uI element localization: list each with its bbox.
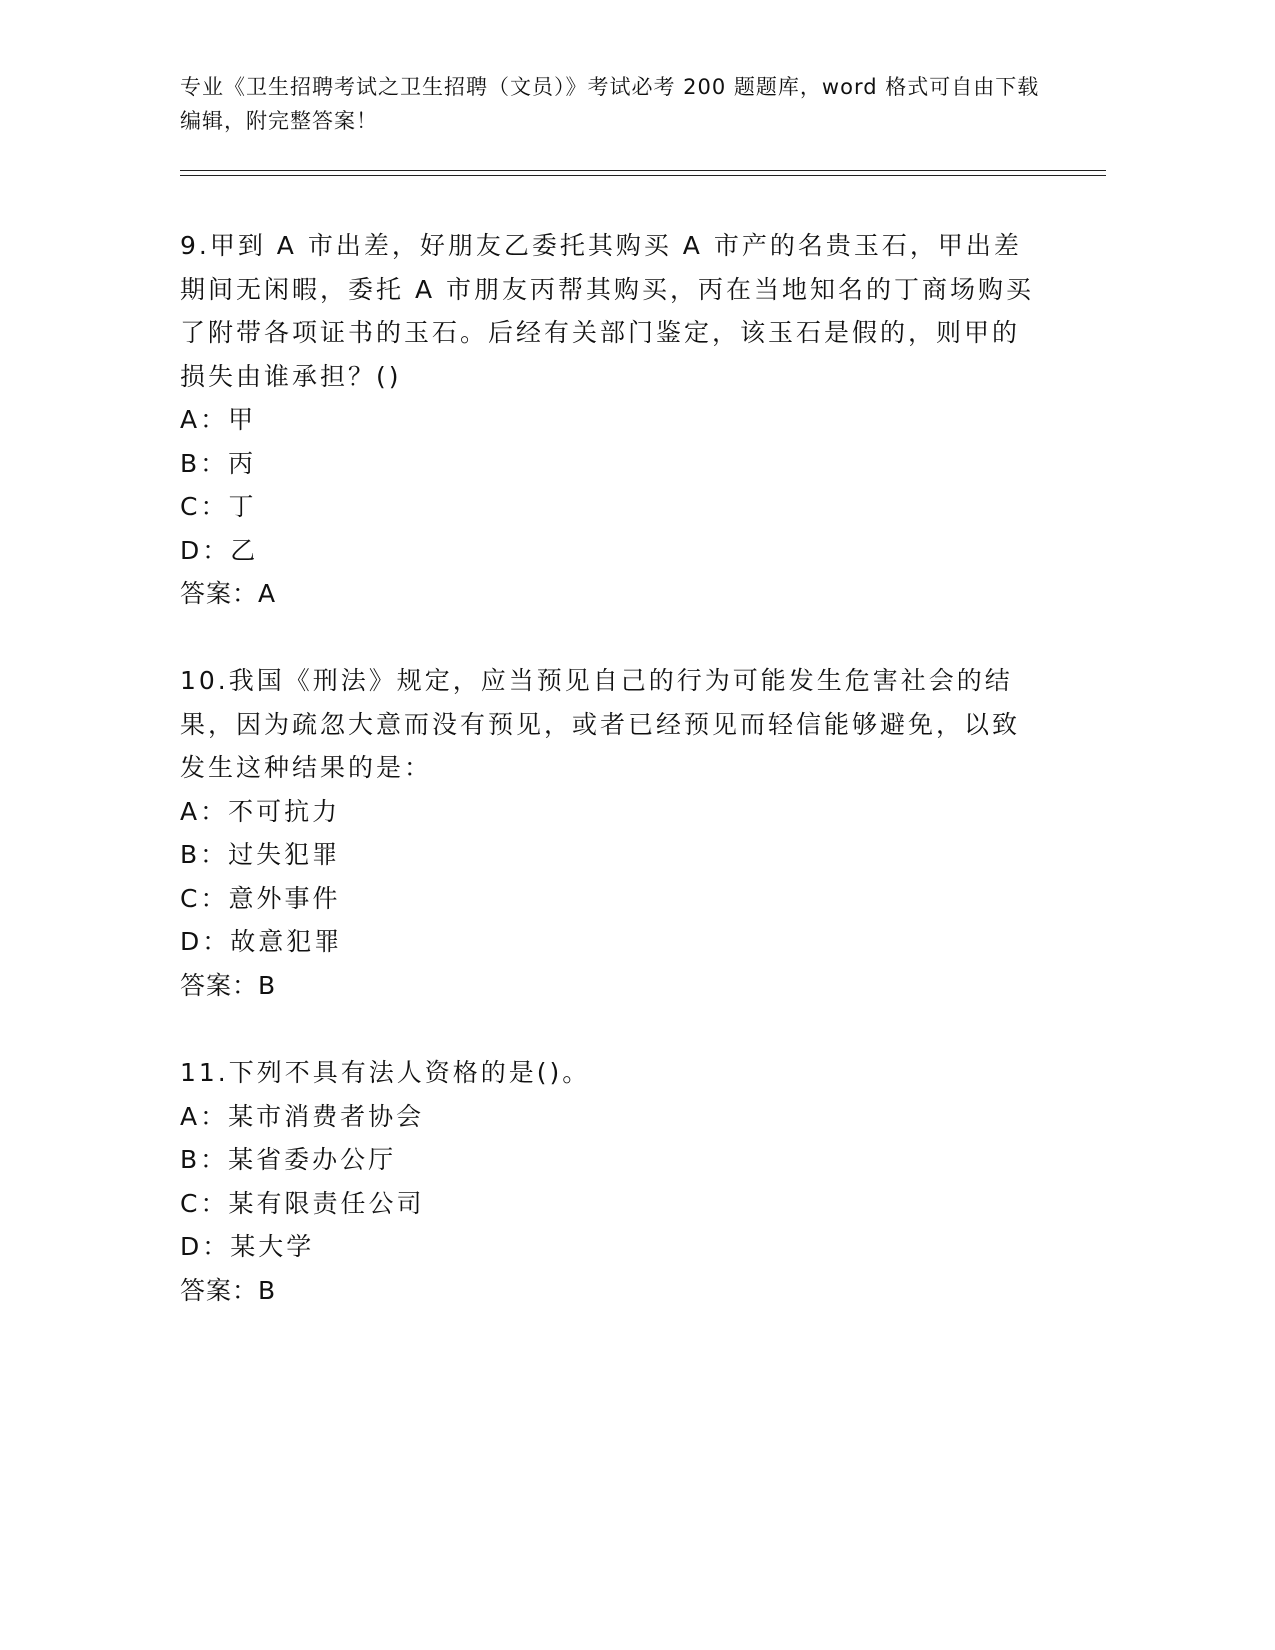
option-c bbox=[180, 1182, 1040, 1226]
option-text: 不可抗力 bbox=[228, 796, 341, 826]
option-key: C： bbox=[180, 1188, 229, 1218]
option-text: 故意犯罪 bbox=[230, 927, 343, 956]
option-b bbox=[180, 442, 1040, 486]
option-d bbox=[180, 529, 1040, 573]
option-text: 某大学 bbox=[230, 1232, 315, 1261]
question-stem: 9.甲到 A 市出差，好朋友乙委托其购买 A 市产的名贵玉石，甲出差期间无闲暇，委托 A 市朋友丙帮其购买，丙在当地知名的丁商场购买了附带各项证书的玉石。后经有关部门鉴定，该玉石是假的，则甲的损失由谁承担？() bbox=[180, 231, 1034, 391]
option-key: C： bbox=[180, 883, 229, 913]
answer: 答案：A bbox=[180, 579, 277, 608]
option-key: D： bbox=[180, 1232, 231, 1261]
question-9 bbox=[180, 224, 1040, 616]
option-text: 丙 bbox=[228, 448, 257, 478]
option-d bbox=[180, 920, 1040, 964]
question-stem: 10.我国《刑法》规定，应当预见自己的行为可能发生危害社会的结果，因为疏忽大意而没有预见，或者已经预见而轻信能够避免，以致发生这种结果的是： bbox=[180, 666, 1021, 782]
option-key: C： bbox=[180, 492, 229, 521]
option-text: 意外事件 bbox=[228, 883, 341, 913]
option-a bbox=[180, 1095, 1040, 1139]
option-c bbox=[180, 485, 1040, 529]
answer: 答案：B bbox=[180, 1275, 277, 1305]
option-key: B： bbox=[180, 448, 229, 478]
question-stem: 11.下列不具有法人资格的是()。 bbox=[180, 1058, 591, 1087]
option-a bbox=[180, 790, 1040, 834]
answer: 答案：B bbox=[180, 970, 277, 1000]
option-key: A： bbox=[180, 405, 229, 434]
option-text: 过失犯罪 bbox=[228, 840, 341, 869]
option-key: D： bbox=[180, 535, 231, 565]
option-key: D： bbox=[180, 927, 231, 956]
document-intro: 专业《卫生招聘考试之卫生招聘（文员）》考试必考 200 题题库，word 格式可自由下载编辑，附完整答案！ bbox=[180, 75, 1040, 133]
option-text: 乙 bbox=[230, 535, 259, 565]
question-11 bbox=[180, 1051, 1040, 1312]
option-text: 某市消费者协会 bbox=[228, 1101, 425, 1131]
option-b bbox=[180, 833, 1040, 877]
option-d bbox=[180, 1225, 1040, 1269]
option-key: A： bbox=[180, 796, 229, 826]
option-c bbox=[180, 877, 1040, 921]
header-divider-bottom bbox=[180, 175, 1106, 176]
option-key: B： bbox=[180, 1145, 229, 1174]
option-key: B： bbox=[180, 840, 229, 869]
option-b bbox=[180, 1138, 1040, 1182]
option-text: 某有限责任公司 bbox=[228, 1188, 425, 1218]
option-text: 某省委办公厅 bbox=[228, 1145, 397, 1174]
option-key: A： bbox=[180, 1101, 229, 1131]
option-text: 丁 bbox=[228, 492, 257, 521]
question-10 bbox=[180, 659, 1040, 1007]
header-divider-top bbox=[180, 170, 1106, 171]
option-a bbox=[180, 398, 1040, 442]
option-text: 甲 bbox=[228, 405, 257, 434]
